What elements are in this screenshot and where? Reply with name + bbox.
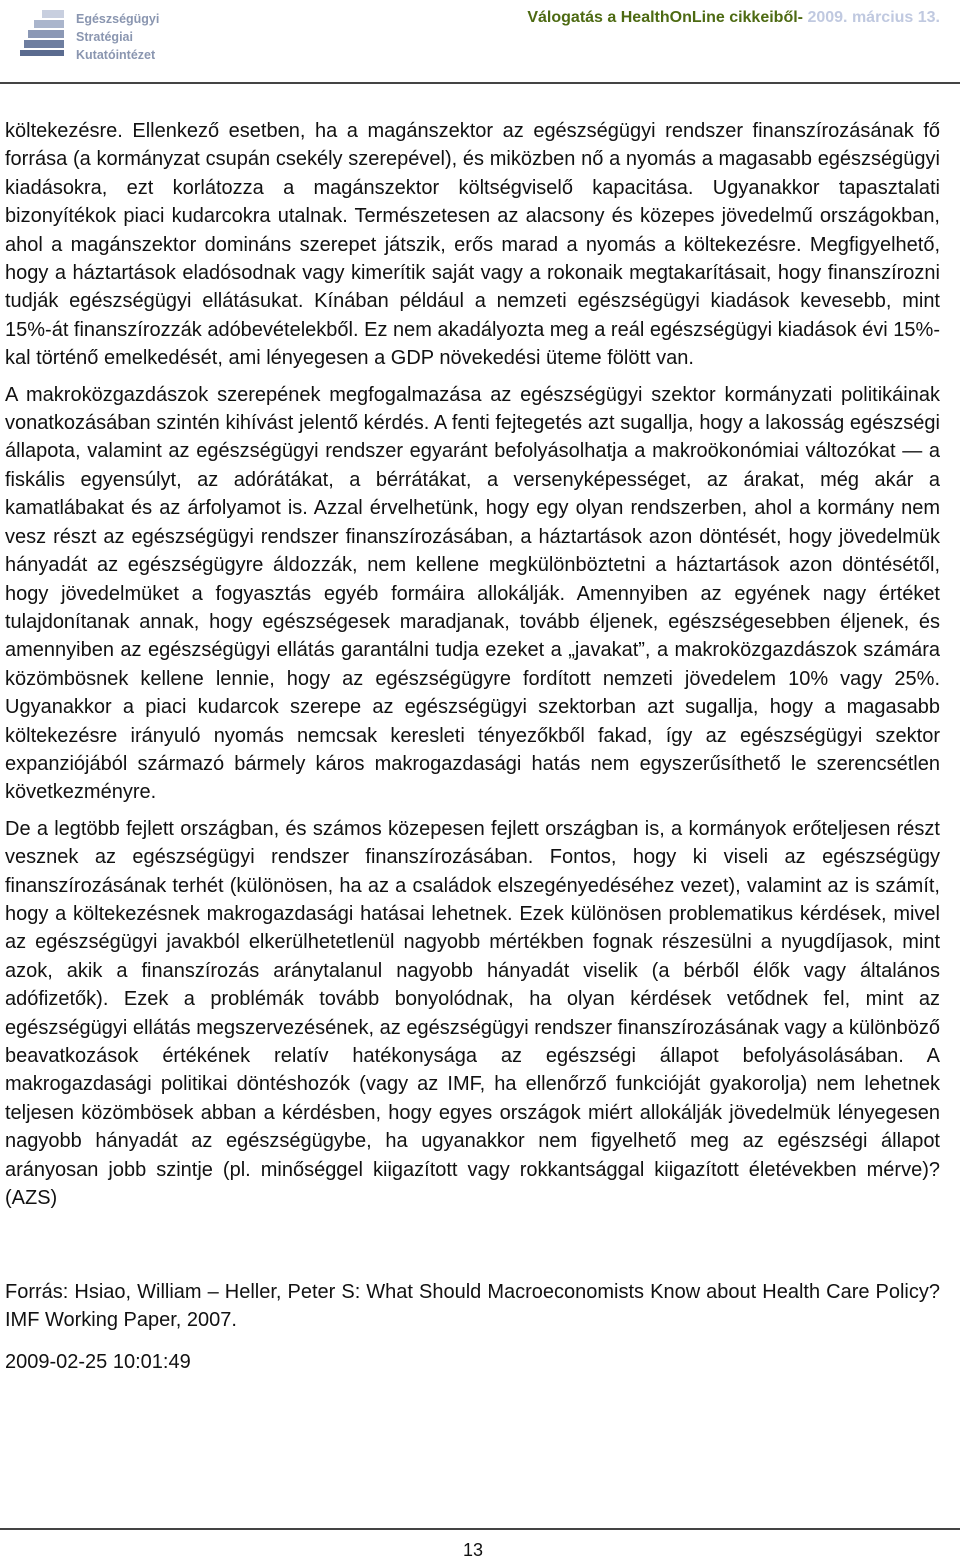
header-title-prefix: Válogatás a HealthOnLine cikkeiből- bbox=[527, 9, 803, 26]
logo-line-3: Kutatóintézet bbox=[76, 48, 156, 62]
paragraph-2: A makroközgazdászok szerepének megfogalmazása az egészségügyi szektor kormányzati politikáinak vonatkozásában szintén kihívást jelentő kérdés. A fenti fejtegetés azt sugallja, hogy a lakosság egészségi állapota, valamint az egészségügyi rendszer egyaránt befolyásolhatja a makroökonómiai változókat — a fiskális egyensúlyt, az adórátákat, a bérrátákat, a versenyképességet, az árakat, még akár a kamatlábakat és az árfolyamot is. Azzal érvelhetünk, hogy egy olyan rendszerben, ahol a kormány nem vesz részt az egészségügyi rendszer finanszírozásában, a háztartások azon döntését, hogy jövedelmük hányadát az egészségügyre áldozzák, nem kellene megkülönböztetni a háztartások azon döntésétől, hogy jövedelmüket a fogyasztás egyéb formáira allokálják. Amennyiben az egyének nagy értéket tulajdonítanak annak, hogy egészségesek maradjanak, tovább éljenek, egészségesebben éljenek, és amennyiben az egészségügyi ellátás garantálni tudja ezeket a „javakat”, a makroközgazdászok számára közömbösnek kellene lennie, hogy az egészségügyre fordított nemzeti jövedelem 10% vagy 25%. Ugyanakkor a piaci kudarcok szerepe az egészségügyi szektorban azt sugallja, hogy a magasabb költekezésre irányuló nyomás nemcsak keresleti tényezőkből fakad, így az egészségügyi szektor expanziójából származó bármely káros makrogazdasági hatás nem egyszerűsíthető le szerencsétlen következményre. bbox=[5, 383, 940, 804]
footer-divider bbox=[0, 1528, 960, 1530]
page-number: 13 bbox=[462, 1540, 484, 1560]
article-body bbox=[5, 117, 940, 1220]
timestamp: 2009-02-25 10:01:49 bbox=[5, 1351, 191, 1373]
source-citation: Forrás: Hsiao, William – Heller, Peter S: What Should Macroeconomists Know about Health Care Policy? IMF Working Paper, 2007. bbox=[5, 1281, 940, 1332]
page-header bbox=[0, 0, 960, 80]
logo-line-1: Egészségügyi bbox=[76, 12, 160, 26]
institute-logo bbox=[20, 6, 160, 64]
header-divider bbox=[0, 82, 960, 84]
header-date: 2009. március 13. bbox=[807, 9, 940, 26]
header-title bbox=[527, 9, 940, 27]
paragraph-1: költekezésre. Ellenkező esetben, ha a magánszektor az egészségügyi rendszer finanszírozásának fő forrása (a kormányzat csupán csekély szerepével), és miközben nő a nyomás a magasabb egészségügyi kiadásokra, ezt korlátozza a magánszektor költségviselő kapacitása. Ugyanakkor tapasztalati bizonyítékok piaci kudarcokra utalnak. Természetesen az alacsony és közepes jövedelmű országokban, ahol a magánszektor domináns szerepet játszik, erős marad a nyomás a költekezésre. Megfigyelhető, hogy a háztartások eladósodnak vagy kimerítik saját vagy a rokonaik megtakarításait, hogy finanszírozni tudják egészségügyi ellátásukat. Kínában például a nemzeti egészségügyi kiadások kevesebb, mint 15%-át finanszírozzák adóbevételekből. Ez nem akadályozta meg a reál egészségügyi kiadások évi 15%-kal történő emelkedését, ami lényegesen a GDP növekedési üteme fölött van. bbox=[5, 120, 940, 370]
logo-mark-icon bbox=[20, 8, 68, 58]
paragraph-3: De a legtöbb fejlett országban, és számos közepesen fejlett országban is, a kormányok erőteljesen részt vesznek az egészségügyi rendszer finanszírozásában. Fontos, hogy ki viseli az egészségügy finanszírozásának terhét (különösen, ha az a családok elszegényedéséhez vezet), valamint az is számít, hogy a költekezésnek makrogazdasági hatásai lehetnek. Ezek különösen problematikus kérdések, mivel az egészségügyi javakból elkerülhetetlenül nagyobb mértékben fognak részesülni a nyugdíjasok, mint azok, akik a finanszírozás aránytalanul nagyobb hányadát viselik (a bérből élők vagy általános adófizetők). Ezek a problémák tovább bonyolódnak, ha olyan kérdések vetődnek fel, mint az egészségügyi ellátás megszervezésének, az egészségügyi rendszer finanszírozásának vagy a különböző beavatkozások értékének relatív hatékonysága az egészségi állapot befolyásolásában. A makrogazdasági politikai döntéshozók (vagy az IMF, ha ellenőrző funkcióját gyakorolja) nem lehetnek teljesen közömbösek abban a kérdésben, hogy egyes országok miért allokálják jövedelmük lényegesen nagyobb hányadát az egészségügybe, ha ugyanakkor nem figyelhető meg az egészségi állapot arányosan jobb szintje (pl. minőséggel kiigazított vagy rokkantsággal kiigazított életévekben mérve)?(AZS) bbox=[5, 817, 940, 1210]
logo-line-2: Stratégiai bbox=[76, 30, 133, 44]
